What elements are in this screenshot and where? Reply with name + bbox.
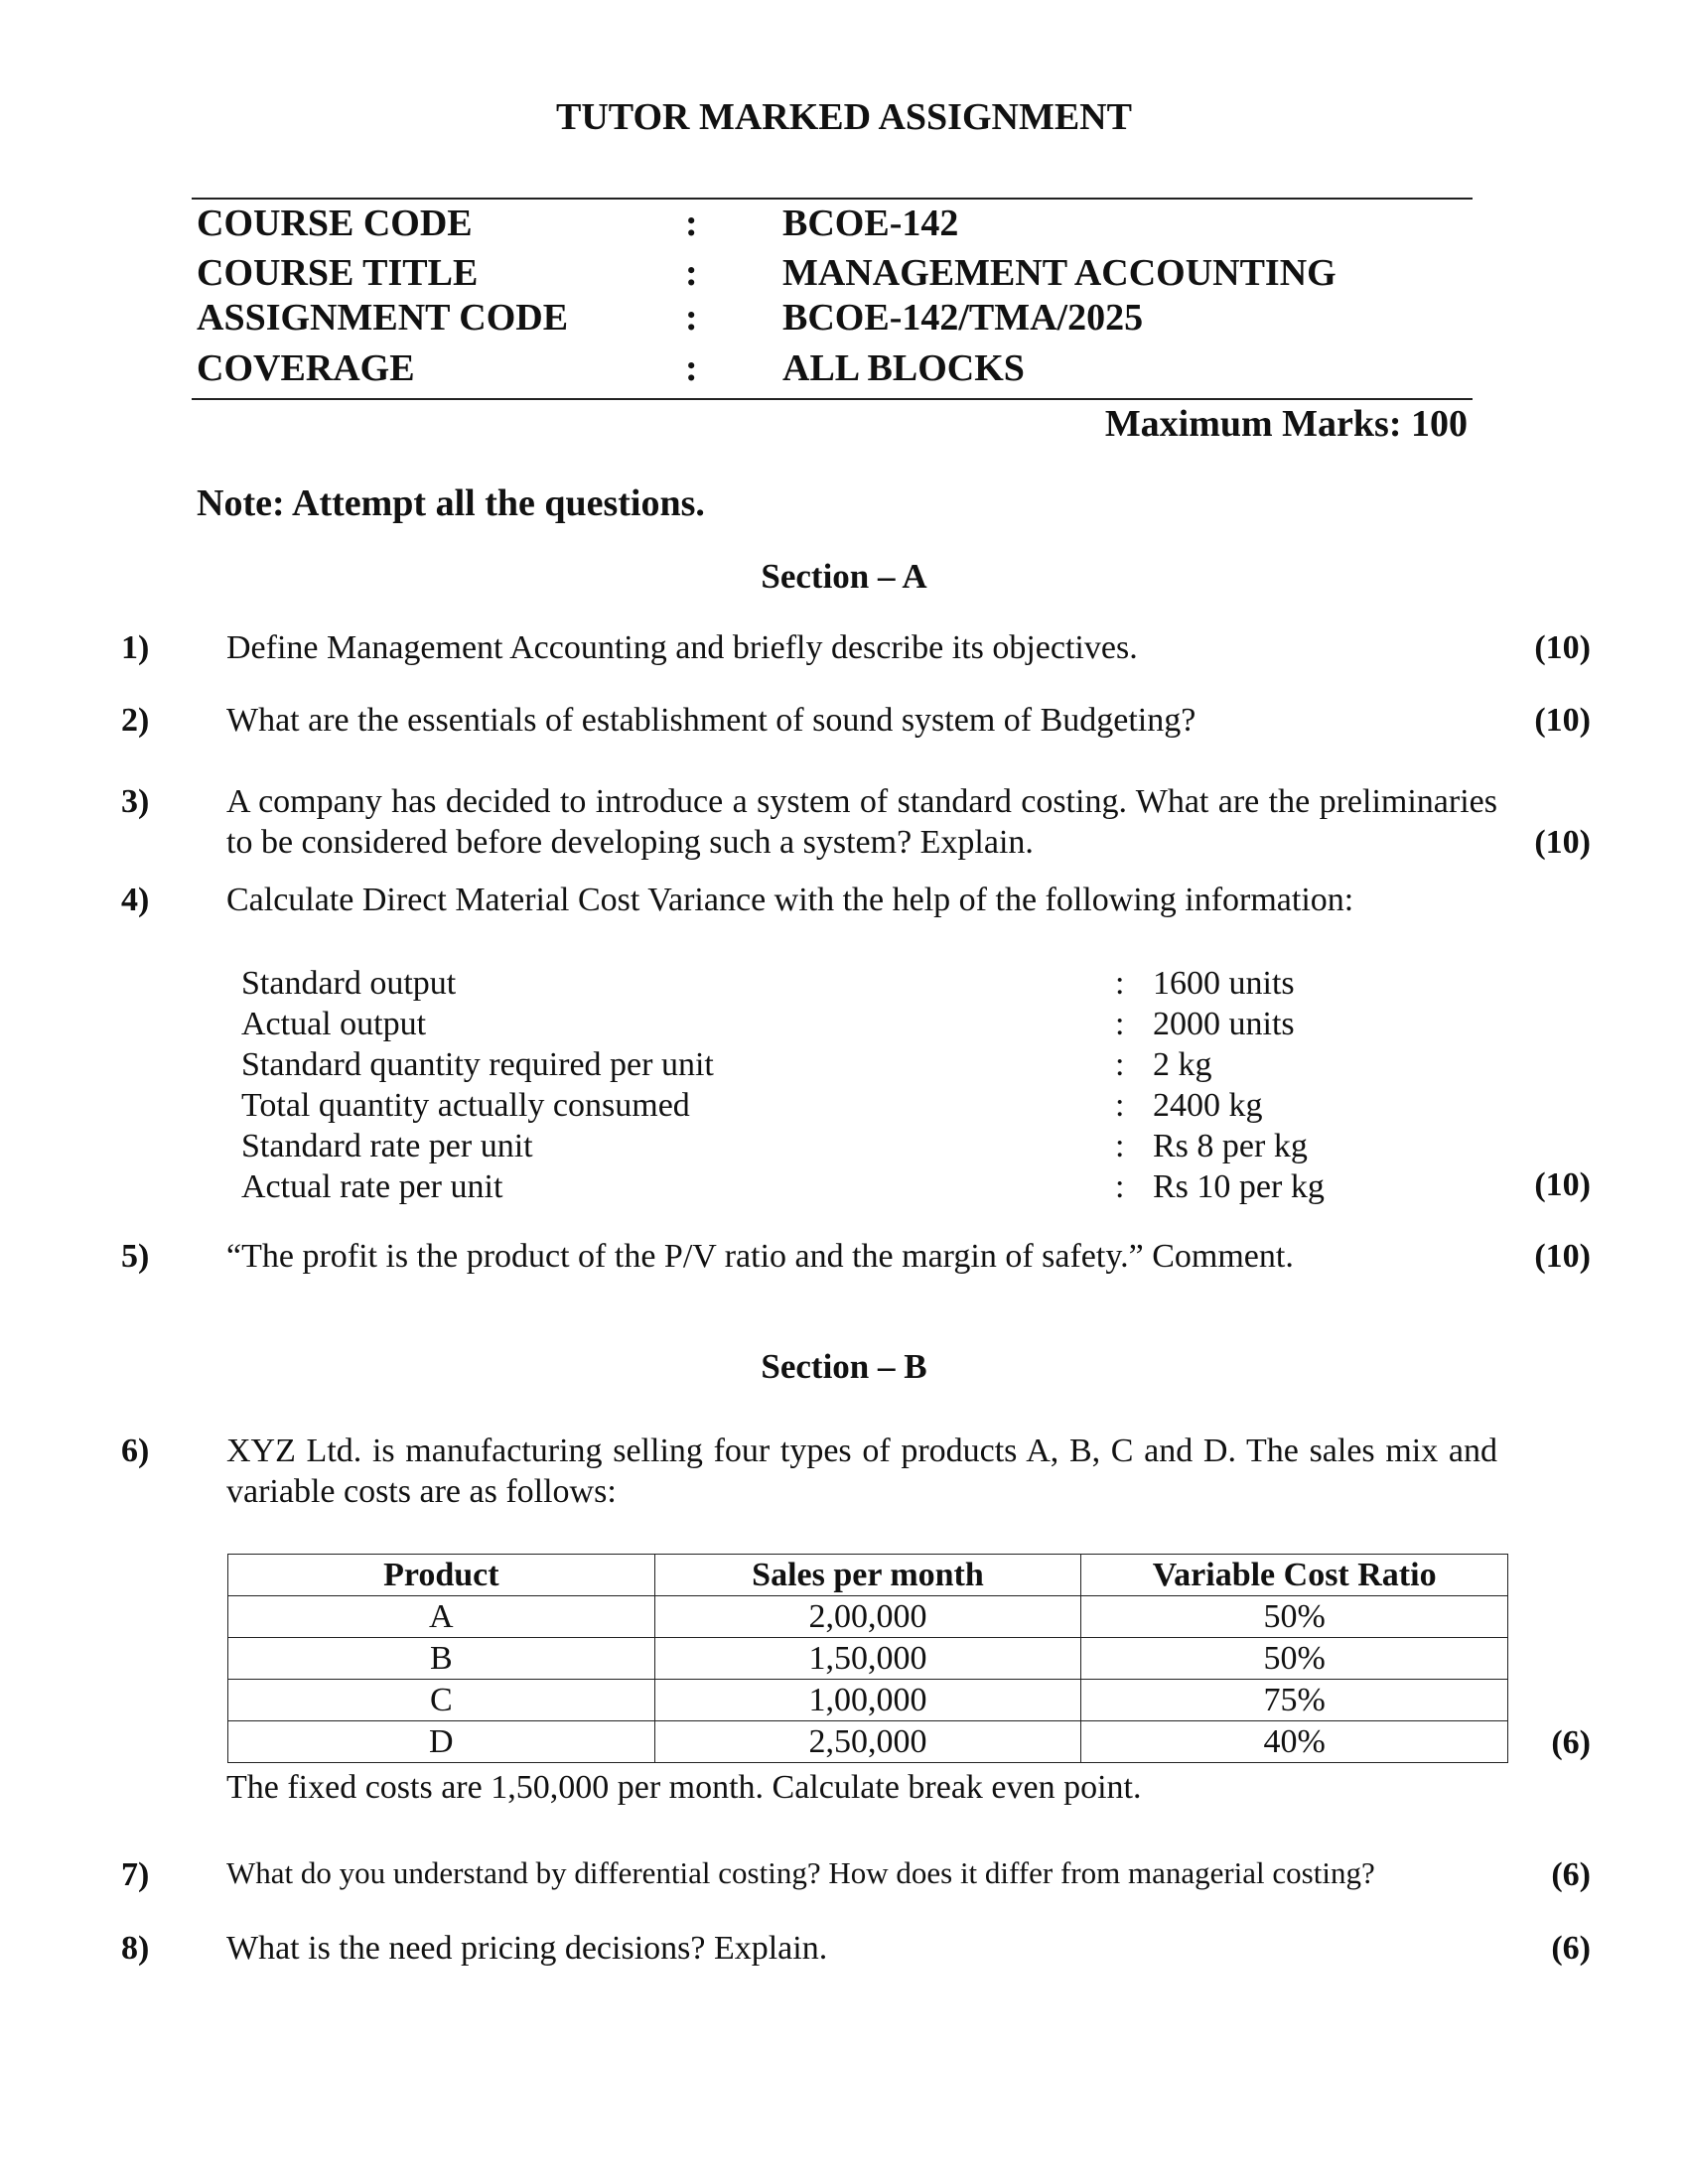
meta-course-code [197, 202, 1477, 249]
data-value: 2 kg [1153, 1046, 1212, 1083]
data-value: 2000 units [1153, 1006, 1295, 1042]
data-value: 2400 kg [1153, 1087, 1263, 1124]
meta-value: BCOE-142 [782, 203, 959, 244]
meta-key: ASSIGNMENT CODE [197, 297, 569, 339]
meta-value: ALL BLOCKS [782, 347, 1025, 389]
data-label: Standard output [241, 965, 457, 1002]
data-value: 1600 units [1153, 965, 1295, 1002]
column-header: Variable Cost Ratio [1081, 1555, 1508, 1596]
meta-coverage [197, 346, 1477, 394]
question-text: Calculate Direct Material Cost Variance with the help of the following information: [226, 882, 1354, 918]
sales-mix-table [227, 1554, 1508, 1763]
data-separator: : [1115, 1087, 1125, 1124]
meta-value: BCOE-142/TMA/2025 [782, 297, 1144, 339]
question-marks: (6) [1551, 1930, 1591, 1967]
table-cell: B [228, 1638, 655, 1680]
data-label: Actual output [241, 1006, 427, 1042]
data-value: Rs 10 per kg [1153, 1168, 1325, 1205]
table-cell: 1,00,000 [654, 1680, 1081, 1721]
question-number: 1) [121, 629, 150, 666]
question-text: “The profit is the product of the P/V ratio and the margin of safety.” Comment. [226, 1238, 1294, 1275]
data-row [241, 1004, 1373, 1044]
question-marks: (10) [1534, 702, 1591, 739]
data-separator: : [1115, 1006, 1125, 1042]
question-text: A company has decided to introduce a system of standard costing. What are the preliminaries to be considered before developing such a system? Explain. [226, 783, 1497, 861]
question-marks: (6) [1551, 1856, 1591, 1893]
meta-separator: : [685, 203, 698, 244]
question-text: What do you understand by differential costing? How does it differ from managerial costing? [226, 1855, 1375, 1890]
data-label: Actual rate per unit [241, 1168, 503, 1205]
question-number: 3) [121, 783, 150, 820]
table-cell: 50% [1081, 1596, 1508, 1638]
question-number: 6) [121, 1433, 150, 1469]
question-marks: (10) [1534, 1166, 1591, 1203]
question-text: What is the need pricing decisions? Explain. [226, 1930, 828, 1967]
data-separator: : [1115, 1168, 1125, 1205]
data-row [241, 963, 1373, 1004]
section-a-heading: Section – A [761, 557, 927, 596]
data-value: Rs 8 per kg [1153, 1128, 1308, 1164]
question-number: 7) [121, 1856, 150, 1893]
header-bottom-rule [192, 398, 1473, 400]
variance-data-list [241, 963, 1373, 1207]
question-marks: (10) [1534, 1238, 1591, 1275]
data-label: Standard rate per unit [241, 1128, 533, 1164]
column-header: Sales per month [654, 1555, 1081, 1596]
table-cell: 2,50,000 [654, 1721, 1081, 1763]
table-cell: 40% [1081, 1721, 1508, 1763]
instructions-note: Note: Attempt all the questions. [197, 482, 705, 524]
meta-key: COVERAGE [197, 347, 415, 389]
meta-separator: : [685, 297, 698, 339]
table-row [228, 1721, 1508, 1763]
question-text: What are the essentials of establishment of sound system of Budgeting? [226, 702, 1196, 739]
meta-assignment-code [197, 296, 1477, 343]
data-row [241, 1085, 1373, 1126]
table-header-row [228, 1555, 1508, 1596]
meta-separator: : [685, 252, 698, 294]
table-cell: A [228, 1596, 655, 1638]
meta-course-title [197, 251, 1477, 299]
question-number: 8) [121, 1930, 150, 1967]
data-row [241, 1166, 1373, 1207]
question-number: 2) [121, 702, 150, 739]
data-label: Standard quantity required per unit [241, 1046, 714, 1083]
table-cell: 1,50,000 [654, 1638, 1081, 1680]
question-number: 4) [121, 882, 150, 918]
header-top-rule [192, 198, 1473, 200]
data-label: Total quantity actually consumed [241, 1087, 690, 1124]
meta-value: MANAGEMENT ACCOUNTING [782, 252, 1336, 294]
data-separator: : [1115, 1128, 1125, 1164]
meta-key: COURSE CODE [197, 203, 473, 244]
table-cell: D [228, 1721, 655, 1763]
table-cell: 50% [1081, 1638, 1508, 1680]
data-row [241, 1126, 1373, 1166]
table-cell: C [228, 1680, 655, 1721]
table-row [228, 1638, 1508, 1680]
data-row [241, 1044, 1373, 1085]
meta-key: COURSE TITLE [197, 252, 479, 294]
data-separator: : [1115, 1046, 1125, 1083]
question-text: Define Management Accounting and briefly describe its objectives. [226, 629, 1138, 666]
question-text: XYZ Ltd. is manufacturing selling four types of products A, B, C and D. The sales mix and variable costs are as follows: [226, 1433, 1497, 1510]
table-cell: 2,00,000 [654, 1596, 1081, 1638]
maximum-marks: Maximum Marks: 100 [1104, 403, 1468, 445]
table-row [228, 1596, 1508, 1638]
table-cell: 75% [1081, 1680, 1508, 1721]
column-header: Product [228, 1555, 655, 1596]
section-b-heading: Section – B [761, 1347, 927, 1386]
question-number: 5) [121, 1238, 150, 1275]
question-marks: (10) [1534, 824, 1591, 861]
data-separator: : [1115, 965, 1125, 1002]
table-row [228, 1680, 1508, 1721]
question-marks: (6) [1551, 1724, 1591, 1761]
question-footer-text: The fixed costs are 1,50,000 per month. Calculate break even point. [226, 1769, 1142, 1806]
page-title: TUTOR MARKED ASSIGNMENT [556, 96, 1132, 138]
meta-separator: : [685, 347, 698, 389]
question-marks: (10) [1534, 629, 1591, 666]
